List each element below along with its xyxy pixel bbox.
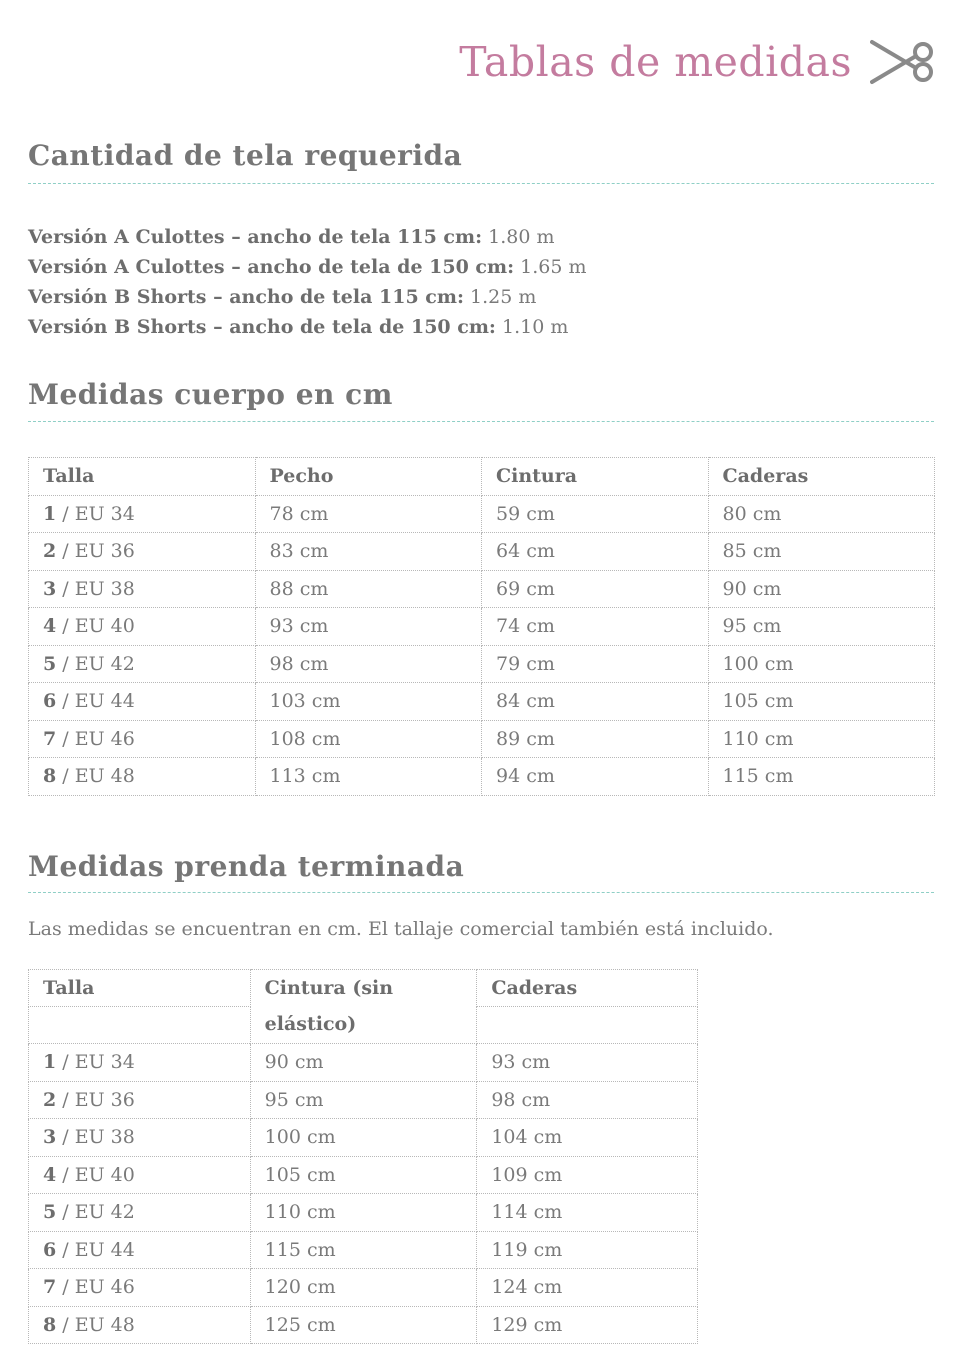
column-header: Cintura (sin elástico) [250,970,477,1044]
table-row [29,720,935,758]
table-cell: 100 cm [708,645,935,683]
garment-section-title: Medidas prenda terminada [28,850,465,883]
table-row [29,1081,698,1119]
size-cell: 3 / EU 38 [29,1119,251,1157]
table-row [29,1156,698,1194]
size-cell: 1 / EU 34 [29,1044,251,1082]
table-cell: 115 cm [708,758,935,796]
table-cell: 120 cm [250,1269,477,1307]
size-cell: 8 / EU 48 [29,758,256,796]
table-cell: 105 cm [708,683,935,721]
table-row [29,1306,698,1344]
size-cell: 5 / EU 42 [29,645,256,683]
section-divider [28,892,934,893]
fabric-line: Versión A Culottes – ancho de tela 115 cm: 1.80 m [28,226,555,248]
table-cell: 80 cm [708,495,935,533]
size-cell: 5 / EU 42 [29,1194,251,1232]
table-cell: 100 cm [250,1119,477,1157]
garment-note: Las medidas se encuentran en cm. El tallaje comercial también está incluido. [28,918,774,940]
table-cell: 90 cm [250,1044,477,1082]
fabric-line: Versión B Shorts – ancho de tela 115 cm: 1.25 m [28,286,537,308]
column-header: Talla [29,970,251,1007]
table-row [29,758,935,796]
table-row [29,495,935,533]
column-header: Caderas [708,458,935,496]
table-cell: 124 cm [477,1269,698,1307]
scissors-icon [870,38,934,86]
table-header-row [29,458,935,496]
table-cell: 115 cm [250,1231,477,1269]
table-row [29,645,935,683]
size-cell: 8 / EU 48 [29,1306,251,1344]
table-cell: 74 cm [482,608,709,646]
size-cell: 3 / EU 38 [29,570,256,608]
table-row [29,1044,698,1082]
table-cell: 119 cm [477,1231,698,1269]
table-row [29,1269,698,1307]
size-cell: 6 / EU 44 [29,683,256,721]
table-cell: 88 cm [255,570,482,608]
table-cell: 113 cm [255,758,482,796]
section-divider [28,421,934,422]
table-row [29,1194,698,1232]
table-cell [477,1007,698,1044]
table-cell: 78 cm [255,495,482,533]
table-cell: 59 cm [482,495,709,533]
column-header: Cintura [482,458,709,496]
table-cell: 105 cm [250,1156,477,1194]
table-cell: 103 cm [255,683,482,721]
page-header [459,38,934,86]
page-title: Tablas de medidas [459,38,852,86]
table-cell: 94 cm [482,758,709,796]
table-cell: 95 cm [250,1081,477,1119]
table-cell: 84 cm [482,683,709,721]
table-cell: 95 cm [708,608,935,646]
size-cell: 4 / EU 40 [29,1156,251,1194]
table-row [29,570,935,608]
size-cell: 2 / EU 36 [29,533,256,571]
table-cell: 93 cm [255,608,482,646]
table-cell: 125 cm [250,1306,477,1344]
table-cell: 129 cm [477,1306,698,1344]
body-section-title: Medidas cuerpo en cm [28,378,393,411]
table-cell: 108 cm [255,720,482,758]
size-cell: 1 / EU 34 [29,495,256,533]
fabric-line: Versión B Shorts – ancho de tela de 150 cm: 1.10 m [28,316,569,338]
column-header: Pecho [255,458,482,496]
body-measurements-table [28,457,935,796]
table-row [29,1231,698,1269]
table-cell: 110 cm [708,720,935,758]
table-cell: 98 cm [255,645,482,683]
table-row [29,1119,698,1157]
size-cell: 7 / EU 46 [29,1269,251,1307]
table-cell: 69 cm [482,570,709,608]
table-row [29,683,935,721]
table-cell: 98 cm [477,1081,698,1119]
table-cell: 89 cm [482,720,709,758]
column-header: Talla [29,458,256,496]
size-cell: 6 / EU 44 [29,1231,251,1269]
table-cell: 114 cm [477,1194,698,1232]
table-cell: 104 cm [477,1119,698,1157]
fabric-section-title: Cantidad de tela requerida [28,139,463,172]
table-cell: 85 cm [708,533,935,571]
size-cell: 4 / EU 40 [29,608,256,646]
column-header: Caderas [477,970,698,1007]
section-divider [28,183,934,184]
fabric-line: Versión A Culottes – ancho de tela de 150 cm: 1.65 m [28,256,587,278]
table-cell: 93 cm [477,1044,698,1082]
size-cell: 2 / EU 36 [29,1081,251,1119]
table-cell: 64 cm [482,533,709,571]
size-cell: 7 / EU 46 [29,720,256,758]
garment-measurements-table [28,969,698,1344]
table-header-row [29,970,698,1007]
table-cell: 79 cm [482,645,709,683]
table-row [29,533,935,571]
table-cell: 90 cm [708,570,935,608]
table-row [29,608,935,646]
table-cell [29,1007,251,1044]
table-cell: 110 cm [250,1194,477,1232]
fabric-list [28,222,587,342]
table-cell: 83 cm [255,533,482,571]
table-cell: 109 cm [477,1156,698,1194]
